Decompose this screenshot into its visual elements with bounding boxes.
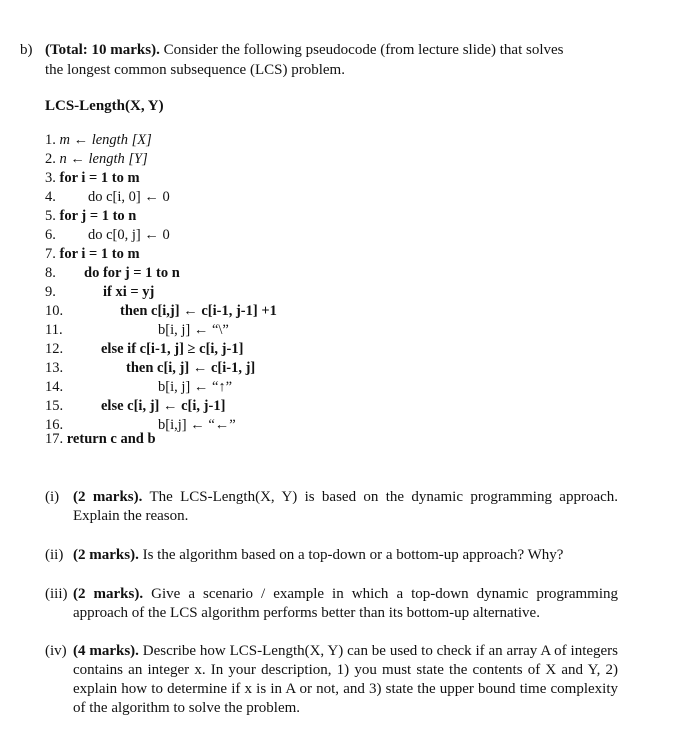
code-line-6 [45, 226, 56, 245]
code-line-9-text [103, 283, 154, 302]
line-text: else if c[i-1, j] ≥ c[i, j-1] [101, 341, 244, 357]
subq-iii-marks: (2 marks). [73, 586, 144, 602]
line-text: else c[i, j] ← c[i, j-1] [101, 398, 226, 414]
code-line-12-text [101, 340, 243, 359]
code-line-3 [45, 169, 140, 188]
subq-i-body: The LCS-Length(X, Y) is based on the dynamic programming approach. Explain the reason. [73, 489, 619, 524]
subq-i-marks: (2 marks). [73, 489, 143, 505]
code-line-8 [45, 264, 56, 283]
line-text: do c[0, j] ← 0 [88, 227, 170, 243]
line-number: 13. [45, 360, 64, 376]
line-number: 4. [45, 189, 56, 205]
line-text: b[i, j] ← “\” [158, 322, 229, 338]
line-text: if xi = yj [103, 284, 155, 300]
line-text: b[i, j] ← “↑” [158, 379, 233, 395]
line-text: return c and b [66, 431, 156, 447]
line-text: for j = 1 to n [59, 208, 137, 224]
code-line-10 [45, 302, 63, 321]
subq-ii-label: (ii) [45, 547, 64, 563]
code-line-7 [45, 245, 140, 264]
line-number: 7. [45, 246, 56, 262]
line-number: 14. [45, 379, 64, 395]
line-text: b[i,j] ← “←” [158, 417, 236, 433]
code-line-9 [45, 283, 56, 302]
line-text: do for j = 1 to n [84, 265, 180, 281]
code-line-11-text [158, 321, 229, 340]
subq-ii-text [73, 546, 618, 565]
code-line-16-text [158, 416, 236, 435]
code-line-12 [45, 340, 63, 359]
line-number: 1. [45, 132, 56, 148]
code-line-8-text [84, 264, 180, 283]
line-number: 17. [45, 431, 64, 447]
line-text: then c[i, j] ← c[i-1, j] [126, 360, 256, 376]
question-text [45, 41, 645, 60]
line-text: then c[i,j] ← c[i-1, j-1] +1 [120, 303, 277, 319]
question-text-line1: Consider the following pseudocode (from lecture slide) that solves [163, 42, 564, 58]
code-line-4-text [88, 188, 170, 207]
code-line-13-text [126, 359, 255, 378]
line-number: 10. [45, 303, 64, 319]
question-label: b) [20, 42, 33, 58]
line-text: m ← length [X] [59, 132, 152, 148]
code-line-1 [45, 131, 152, 150]
subq-iii-label: (iii) [45, 586, 68, 602]
line-number: 3. [45, 170, 56, 186]
code-line-15-text [101, 397, 225, 416]
code-line-2 [45, 150, 148, 169]
code-line-4 [45, 188, 56, 207]
line-number: 5. [45, 208, 56, 224]
question-text-line2: the longest common subsequence (LCS) problem. [45, 62, 345, 78]
subq-iii-body: Give a scenario / example in which a top-down dynamic programming approach of the LCS algorithm performs better than its bottom-up alternative. [73, 586, 618, 621]
code-line-13 [45, 359, 63, 378]
line-text: do c[i, 0] ← 0 [88, 189, 170, 205]
question-marks: (Total: 10 marks). [45, 42, 160, 58]
line-text: for i = 1 to m [59, 246, 140, 262]
subq-iii-text [73, 585, 618, 623]
line-number: 15. [45, 398, 64, 414]
subq-ii-body: Is the algorithm based on a top-down or a bottom-up approach? Why? [142, 547, 564, 563]
subq-i-text [73, 488, 618, 526]
line-number: 12. [45, 341, 64, 357]
line-text: n ← length [Y] [59, 151, 148, 167]
subq-iv-label: (iv) [45, 643, 67, 659]
code-line-14 [45, 378, 63, 397]
line-text: for i = 1 to m [59, 170, 140, 186]
line-number: 8. [45, 265, 56, 281]
code-line-11 [45, 321, 63, 340]
code-line-17 [45, 430, 156, 449]
subq-iv-text [73, 642, 618, 718]
subq-iv-body: Describe how LCS-Length(X, Y) can be used to check if an array A of integers contains an integer x. In your description, 1) you must state the contents of X and Y, 2) explain how to determine if x is in A or not, and 3) state the upper bound time complexity of the algorithm to solve the problem. [73, 643, 619, 716]
algorithm-title-text: LCS-Length(X, Y) [45, 98, 164, 114]
code-line-15 [45, 397, 63, 416]
line-number: 9. [45, 284, 56, 300]
code-line-10-text [120, 302, 277, 321]
line-number: 16. [45, 417, 64, 433]
line-number: 11. [45, 322, 63, 338]
subq-ii-marks: (2 marks). [73, 547, 139, 563]
subq-iv-marks: (4 marks). [73, 643, 139, 659]
line-number: 6. [45, 227, 56, 243]
line-number: 2. [45, 151, 56, 167]
code-line-6-text [88, 226, 170, 245]
algorithm-title [45, 98, 164, 115]
code-line-5 [45, 207, 136, 226]
code-line-14-text [158, 378, 232, 397]
subq-i-label: (i) [45, 489, 60, 505]
